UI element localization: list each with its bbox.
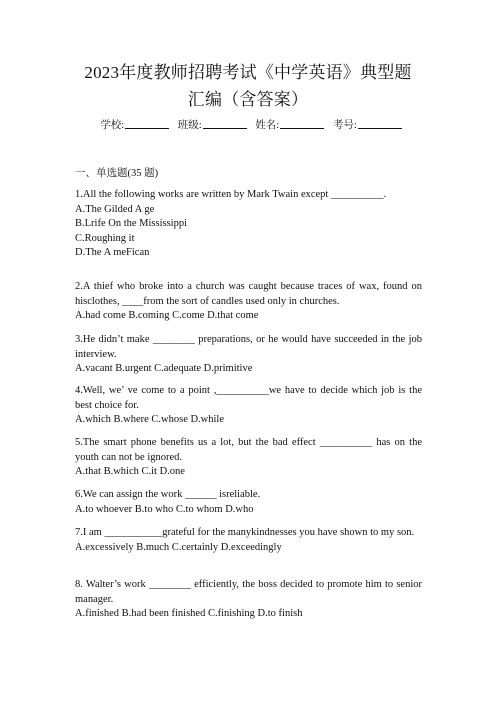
question-6 bbox=[75, 488, 422, 517]
question-5-stem: 5.The smart phone benefits us a lot, but the bad effect __________ has on the youth can not be ignored. bbox=[75, 437, 422, 463]
question-1 bbox=[75, 188, 422, 261]
school-blank bbox=[125, 118, 169, 129]
question-5-options: A.that B.which C.it D.one bbox=[75, 466, 185, 477]
question-4-stem: 4.Well, we’ ve come to a point ,__________we have to decide which job is the best choice for. bbox=[75, 385, 422, 411]
student-info-row bbox=[0, 117, 496, 132]
school-label: 学校: bbox=[100, 120, 125, 131]
name-label: 姓名: bbox=[255, 120, 280, 131]
question-4 bbox=[75, 384, 422, 428]
question-6-stem: 6.We can assign the work ______ isreliable. bbox=[75, 489, 261, 500]
name-blank bbox=[280, 118, 324, 129]
question-4-options: A.which B.where C.whose D.while bbox=[75, 414, 225, 425]
document-title-line-2: 汇编（含答案） bbox=[187, 90, 309, 109]
question-3-options: A.vacant B.urgent C.adequate D.primitive bbox=[75, 363, 253, 374]
class-label: 班级: bbox=[177, 120, 202, 131]
question-1-option-c: C.Roughing it bbox=[75, 232, 135, 244]
question-5 bbox=[75, 436, 422, 480]
question-1-stem: 1.All the following works are written by Mark Twain except __________. bbox=[75, 189, 387, 200]
question-8-options: A.finished B.had been finished C.finishing D.to finish bbox=[75, 608, 303, 619]
question-8 bbox=[75, 578, 422, 622]
question-7-stem: 7.I am ___________grateful for the manykindnesses you have shown to my son. bbox=[75, 527, 415, 538]
question-3-stem: 3.He didn’t make ________ preparations, or he would have succeeded in the job interview. bbox=[75, 334, 422, 360]
question-6-options: A.to whoever B.to who C.to whom D.who bbox=[75, 503, 254, 515]
question-2-options: A.had come B.coming C.come D.that come bbox=[75, 310, 259, 321]
question-1-option-d: D.The A meFican bbox=[75, 247, 150, 258]
exam-number-label: 考号: bbox=[332, 120, 357, 131]
question-1-option-a: A.The Gilded A ge bbox=[75, 203, 155, 215]
document-title-line-1: 2023年度教师招聘考试《中学英语》典型题 bbox=[84, 63, 412, 82]
exam-number-blank bbox=[358, 118, 402, 129]
question-7-options: A.excessively B.much C.certainly D.exceedingly bbox=[75, 541, 282, 553]
question-2-stem: 2.A thief who broke into a church was caught because traces of wax, found on hisclothes, ____from the sort of candles used only in churches. bbox=[75, 281, 422, 307]
class-blank bbox=[203, 118, 247, 129]
question-7 bbox=[75, 526, 422, 555]
section-heading: 一、单选题(35 题) bbox=[75, 168, 159, 179]
question-8-stem: 8. Walter’s work ________ efficiently, the boss decided to promote him to senior manager. bbox=[75, 579, 422, 605]
question-2 bbox=[75, 280, 422, 324]
question-3 bbox=[75, 333, 422, 377]
question-1-option-b: B.Lrife On the Mississippi bbox=[75, 218, 187, 229]
